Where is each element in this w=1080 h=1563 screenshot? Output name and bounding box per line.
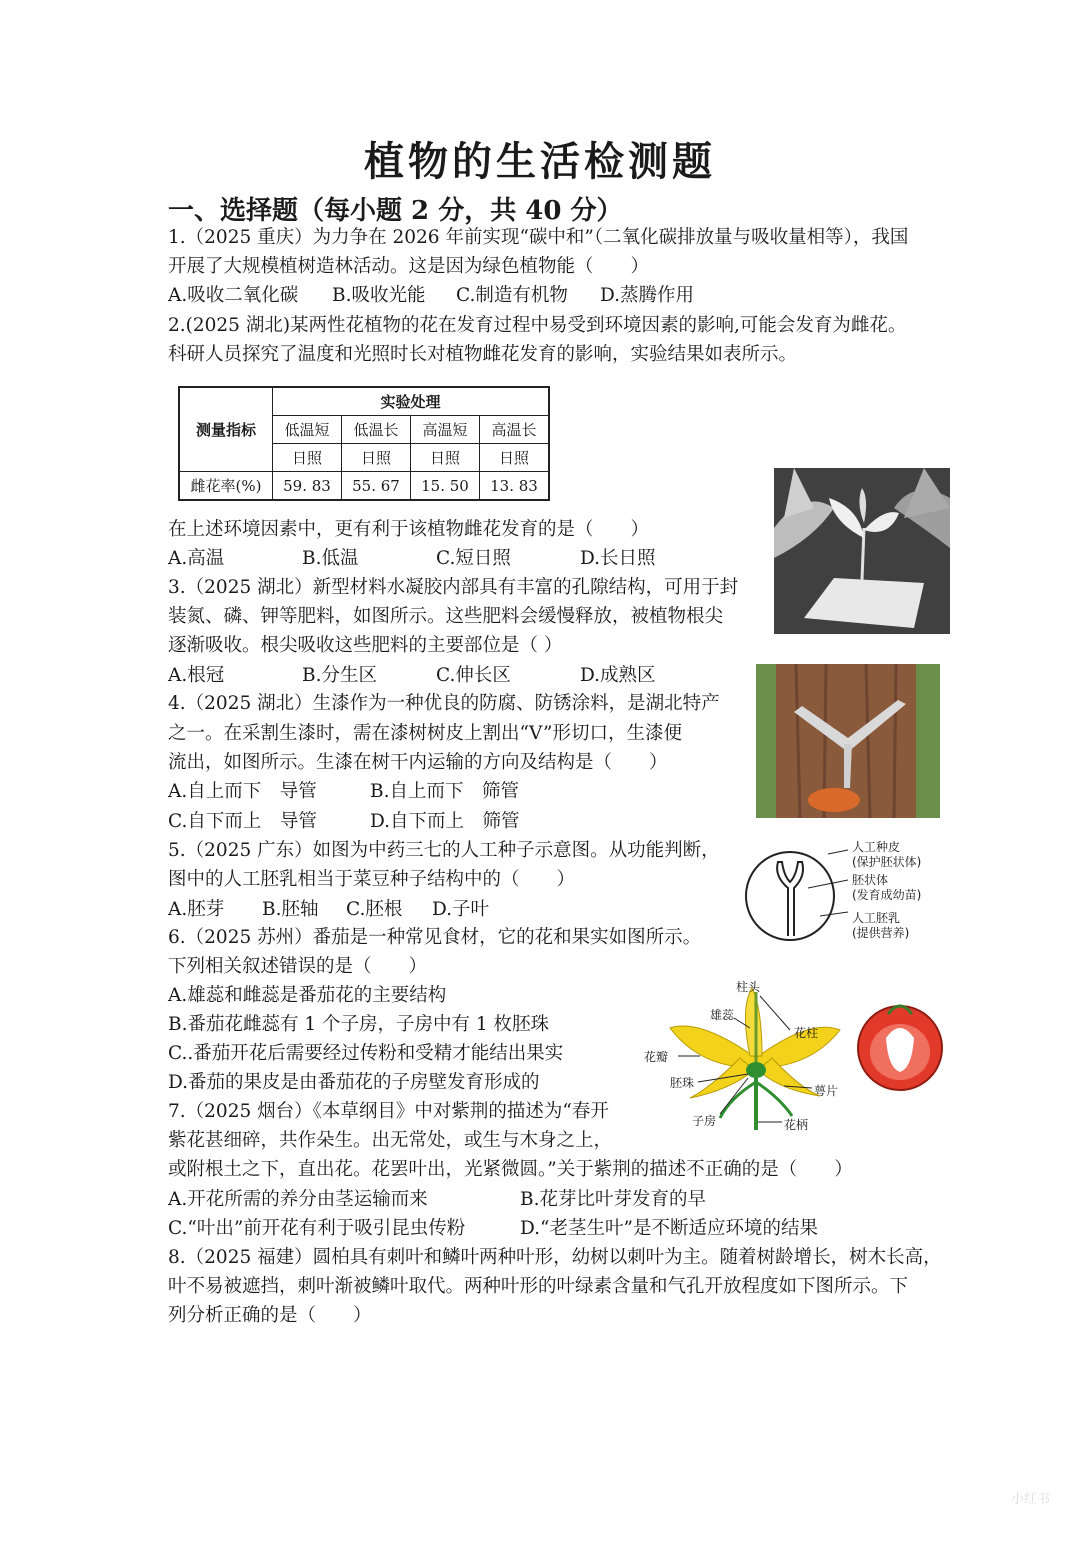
- table-col-header: 高温长: [480, 416, 550, 444]
- q8-line-2: 叶不易被遮挡，刺叶渐被鳞叶取代。两种叶形的叶绿素含量和气孔开放程度如下图所示。下: [168, 1276, 909, 1297]
- q8-line-3: 列分析正确的是（ ）: [168, 1305, 372, 1326]
- q7-line-2: 紫花甚细碎，共作朵生。出无常处，或生与木身之上，: [168, 1130, 613, 1151]
- table-cell: 15. 50: [411, 472, 480, 501]
- q3-option-c: C.伸长区: [436, 665, 511, 686]
- q6-line-2: 下列相关叙述错误的是（ ）: [168, 956, 428, 977]
- seed-coat-note: (保护胚状体): [852, 855, 922, 869]
- table-col-header: 日照: [273, 444, 342, 472]
- experiment-table: [178, 386, 550, 501]
- table-cell: 13. 83: [480, 472, 550, 501]
- q1-option-a: A.吸收二氧化碳: [168, 285, 299, 306]
- q6-option-b: B.番茄花雌蕊有 1 个子房，子房中有 1 枚胚珠: [168, 1014, 550, 1035]
- table-col-header: 日照: [342, 444, 411, 472]
- hydrogel-seedling-image: [774, 468, 950, 634]
- seed-coat-label: 人工种皮: [852, 840, 901, 854]
- q2-line-1: 2.(2025 湖北)某两性花植物的花在发育过程中易受到环境因素的影响,可能会发育为雌花。: [168, 315, 907, 336]
- q1-option-c: C.制造有机物: [456, 285, 568, 306]
- q1-option-b: B.吸收光能: [332, 285, 426, 306]
- lacquer-tree-image: [756, 664, 940, 818]
- stigma-label: 柱头: [736, 980, 761, 994]
- table-group-header: 实验处理: [273, 387, 550, 416]
- ovule-label: 胚珠: [670, 1076, 695, 1090]
- endosperm-label: 人工胚乳: [852, 911, 901, 925]
- table-col-header: 低温短: [273, 416, 342, 444]
- q7-line-3: 或附根土之下，直出花。花罢叶出，光紧微圆。”关于紫荆的描述不正确的是（ ）: [168, 1159, 853, 1180]
- q2-line-2: 科研人员探究了温度和光照时长对植物雌花发育的影响，实验结果如表所示。: [168, 344, 798, 365]
- q2-option-c: C.短日照: [436, 548, 511, 569]
- q3-option-d: D.成熟区: [580, 665, 656, 686]
- section-heading: 一、选择题（每小题 2 分，共 40 分）: [168, 196, 623, 226]
- q2-line-3: 在上述环境因素中，更有利于该植物雌花发育的是（ ）: [168, 519, 650, 540]
- page-title: 植物的生活检测题: [364, 138, 716, 185]
- stamen-label: 雄蕊: [710, 1008, 735, 1022]
- q1-line-1: 1.（2025 重庆）为力争在 2026 年前实现“碳中和”（二氧化碳排放量与吸收量相等），我国: [168, 227, 909, 248]
- q7-option-b: B.花芽比叶芽发育的早: [520, 1189, 706, 1210]
- artificial-seed-diagram: [744, 836, 944, 948]
- petal-label: 花瓣: [644, 1050, 669, 1064]
- q3-option-a: A.根冠: [168, 665, 225, 686]
- table-row-label: 雌花率(%): [179, 472, 273, 501]
- table-col-header: 低温长: [342, 416, 411, 444]
- endosperm-note: (提供营养): [852, 926, 910, 940]
- style-label: 花柱: [794, 1026, 819, 1040]
- tomato-flower-diagram: [640, 978, 950, 1138]
- q7-option-c: C.“叶出”前开花有利于吸引昆虫传粉: [168, 1218, 466, 1239]
- q5-line-2: 图中的人工胚乳相当于菜豆种子结构中的（ ）: [168, 869, 576, 890]
- q6-option-c: C..番茄开花后需要经过传粉和受精才能结出果实: [168, 1043, 564, 1064]
- q5-option-a: A.胚芽: [168, 899, 225, 920]
- table-cell: 59. 83: [273, 472, 342, 501]
- q7-line-1: 7.（2025 烟台）《本草纲目》中对紫荆的描述为“春开: [168, 1101, 609, 1122]
- q2-option-a: A.高温: [168, 548, 225, 569]
- q4-option-a: A.自上而下 导管: [168, 781, 317, 802]
- q5-line-1: 5.（2025 广东）如图为中药三七的人工种子示意图。从功能判断，: [168, 840, 720, 861]
- q2-option-d: D.长日照: [580, 548, 656, 569]
- q4-line-3: 流出，如图所示。生漆在树干内运输的方向及结构是（ ）: [168, 752, 668, 773]
- table-col-header: 日照: [480, 444, 550, 472]
- q1-option-d: D.蒸腾作用: [600, 285, 695, 306]
- q7-option-a: A.开花所需的养分由茎运输而来: [168, 1189, 428, 1210]
- sepal-label: 萼片: [814, 1084, 839, 1098]
- q3-line-3: 逐渐吸收。根尖吸收这些肥料的主要部位是（ ）: [168, 635, 563, 656]
- q5-option-b: B.胚轴: [262, 899, 319, 920]
- q4-line-1: 4.（2025 湖北）生漆作为一种优良的防腐、防锈涂料，是湖北特产: [168, 693, 720, 714]
- q1-line-2: 开展了大规模植树造林活动。这是因为绿色植物能（ ）: [168, 256, 650, 277]
- watermark-logo: 小红书: [1010, 1492, 1050, 1507]
- pedicel-label: 花柄: [784, 1118, 809, 1132]
- table-col-header: 高温短: [411, 416, 480, 444]
- table-row-header: 测量指标: [179, 387, 273, 472]
- q4-option-d: D.自下而上 筛管: [370, 811, 520, 832]
- q6-line-1: 6.（2025 苏州）番茄是一种常见食材，它的花和果实如图所示。: [168, 927, 702, 948]
- q6-option-a: A.雄蕊和雌蕊是番茄花的主要结构: [168, 985, 447, 1006]
- q4-option-b: B.自上而下 筛管: [370, 781, 519, 802]
- q6-option-d: D.番茄的果皮是由番茄花的子房壁发育形成的: [168, 1072, 540, 1093]
- table-cell: 55. 67: [342, 472, 411, 501]
- q7-option-d: D.“老茎生叶”是不断适应环境的结果: [520, 1218, 818, 1239]
- embryoid-note: (发育成幼苗): [852, 888, 922, 902]
- q4-option-c: C.自下而上 导管: [168, 811, 317, 832]
- q3-option-b: B.分生区: [302, 665, 377, 686]
- q3-line-2: 装氮、磷、钾等肥料，如图所示。这些肥料会缓慢释放，被植物根尖: [168, 606, 724, 627]
- q3-line-1: 3.（2025 湖北）新型材料水凝胶内部具有丰富的孔隙结构，可用于封: [168, 577, 739, 598]
- ovary-label: 子房: [692, 1114, 717, 1128]
- table-col-header: 日照: [411, 444, 480, 472]
- q2-option-b: B.低温: [302, 548, 359, 569]
- q5-option-d: D.子叶: [432, 899, 490, 920]
- q5-option-c: C.胚根: [346, 899, 403, 920]
- q8-line-1: 8.（2025 福建）圆柏具有刺叶和鳞叶两种叶形，幼树以刺叶为主。随着树龄增长，树木长高，: [168, 1247, 942, 1268]
- q4-line-2: 之一。在采割生漆时，需在漆树树皮上割出“V”形切口，生漆便: [168, 723, 682, 744]
- embryoid-label: 胚状体: [852, 873, 889, 887]
